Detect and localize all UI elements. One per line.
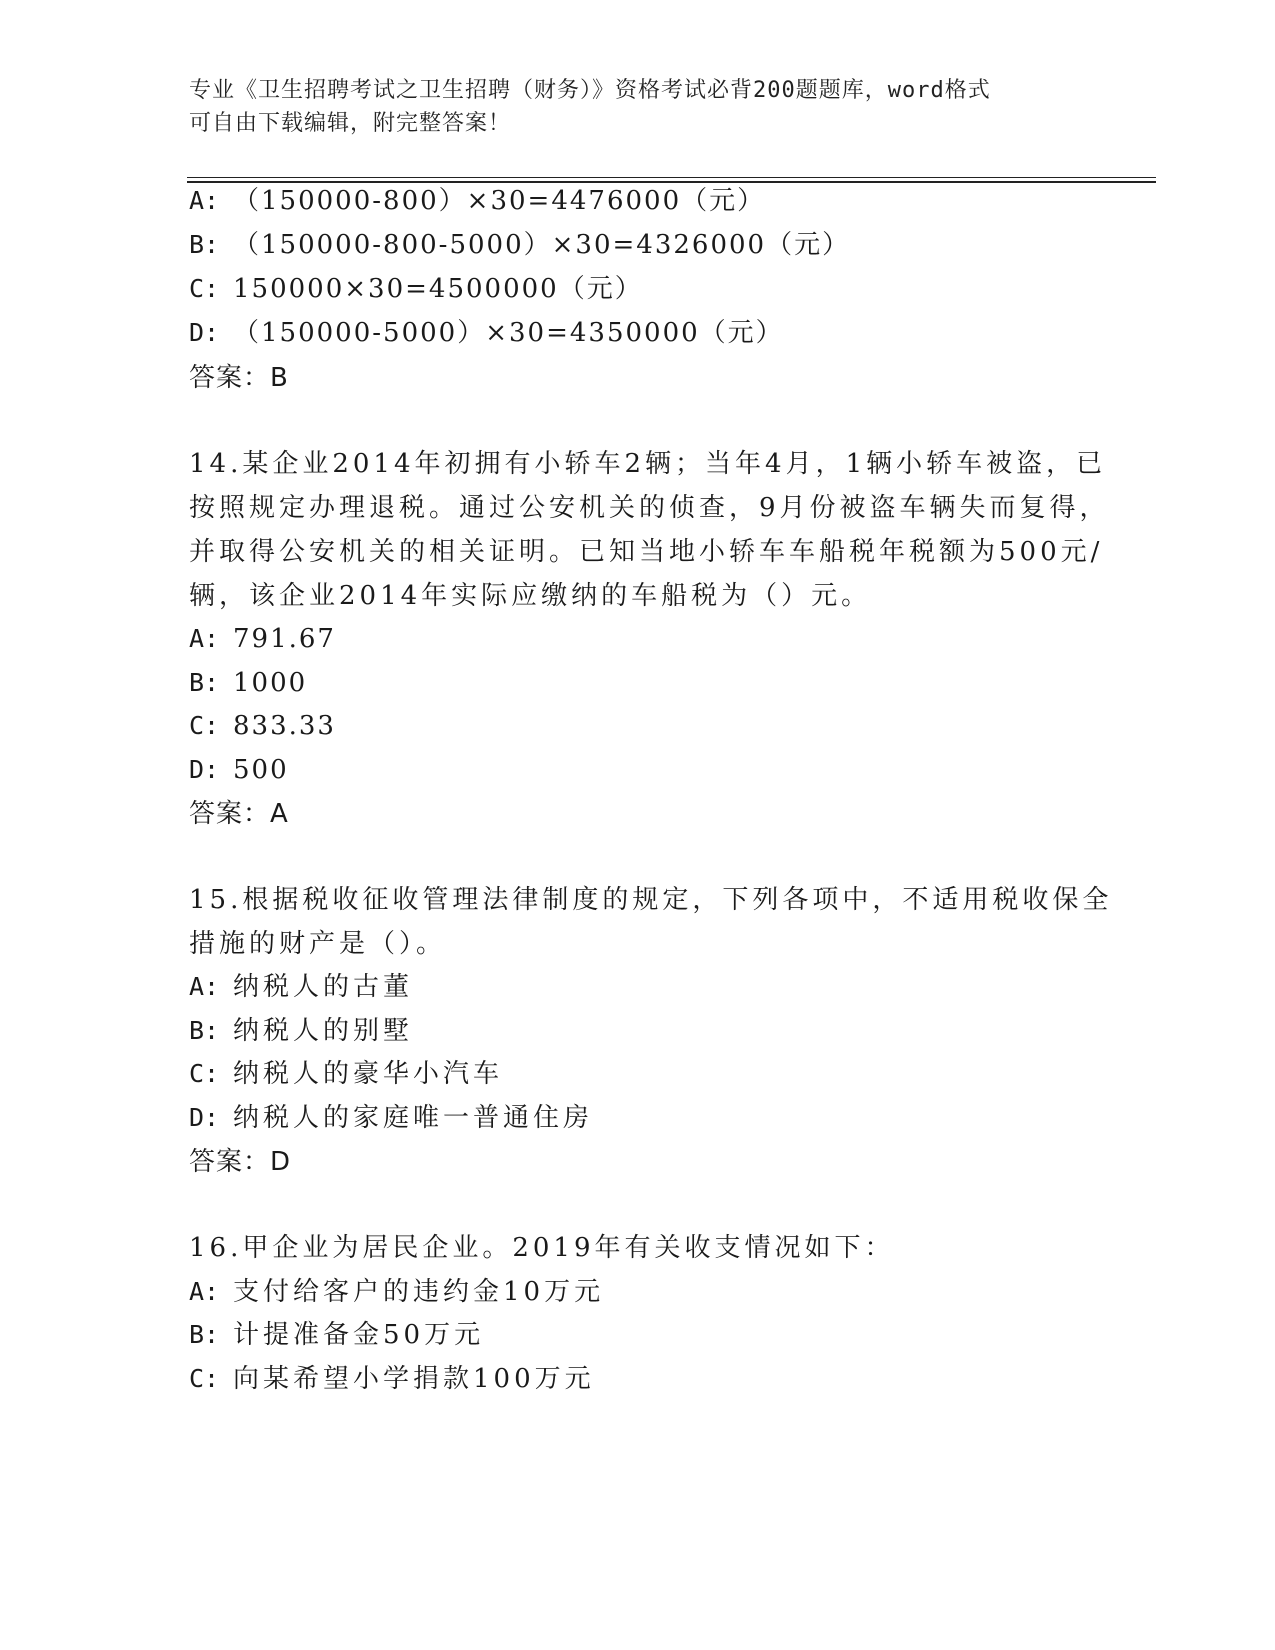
q16-option-b <box>189 1320 484 1350</box>
q15-option-b <box>189 1016 413 1046</box>
q16-option-c <box>189 1364 595 1394</box>
option-letter: C: <box>189 274 220 303</box>
q14-option-a <box>189 624 336 654</box>
header-divider-thin <box>187 177 1156 178</box>
q14-text-line-1: 14.某企业2014年初拥有小轿车2辆；当年4月，1辆小轿车被盗，已 <box>189 449 1107 479</box>
option-letter: B: <box>189 230 220 259</box>
q14-option-c <box>189 711 336 741</box>
option-letter: B: <box>189 1320 220 1349</box>
q13-option-c <box>189 274 643 304</box>
q15-option-c <box>189 1059 503 1089</box>
option-letter: A: <box>189 624 220 653</box>
option-letter: C: <box>189 1059 220 1088</box>
q14-option-b <box>189 668 307 698</box>
q15-text-line-1: 15.根据税收征收管理法律制度的规定，下列各项中，不适用税收保全 <box>189 885 1113 915</box>
q15-option-a <box>189 972 413 1002</box>
q14-text-line-4: 辆，该企业2014年实际应缴纳的车船税为（）元。 <box>189 581 872 611</box>
option-letter: C: <box>189 1364 220 1393</box>
q14-text-line-3: 并取得公安机关的相关证明。已知当地小轿车车船税年税额为500元/ <box>189 537 1104 567</box>
q16-option-a <box>189 1277 604 1307</box>
document-header <box>189 74 1089 140</box>
option-text: 纳税人的别墅 <box>233 1016 414 1046</box>
option-text: 纳税人的家庭唯一普通住房 <box>233 1103 594 1133</box>
option-letter: D: <box>189 755 220 784</box>
q13-answer: 答案：B <box>189 363 289 393</box>
q16-text-line-1: 16.甲企业为居民企业。2019年有关收支情况如下： <box>189 1233 895 1263</box>
option-letter: D: <box>189 1103 220 1132</box>
header-title-line-1: 专业《卫生招聘考试之卫生招聘（财务）》资格考试必背200题题库，word格式 <box>189 78 991 103</box>
option-text: 833.33 <box>233 711 336 741</box>
option-letter: A: <box>189 186 220 215</box>
option-text: 150000×30=4500000（元） <box>233 274 643 304</box>
option-letter: B: <box>189 668 220 697</box>
header-title-line-2: 可自由下载编辑，附完整答案！ <box>189 111 512 136</box>
option-letter: B: <box>189 1016 220 1045</box>
q15-text-line-2: 措施的财产是（）。 <box>189 929 447 959</box>
q14-text-line-2: 按照规定办理退税。通过公安机关的侦查，9月份被盗车辆失而复得， <box>189 493 1110 523</box>
q15-option-d <box>189 1103 593 1133</box>
header-divider-thick <box>187 181 1156 183</box>
option-letter: A: <box>189 972 220 1001</box>
option-text: 纳税人的古董 <box>233 972 414 1002</box>
q13-option-d <box>189 318 784 348</box>
option-text: （150000-800-5000）×30=4326000（元） <box>233 230 851 260</box>
q14-answer: 答案：A <box>189 799 289 829</box>
q15-answer: 答案：D <box>189 1147 292 1177</box>
option-text: 1000 <box>233 668 308 698</box>
option-text: 791.67 <box>233 624 336 654</box>
option-letter: D: <box>189 318 220 347</box>
option-text: 500 <box>233 755 289 785</box>
option-text: 计提准备金50万元 <box>233 1320 485 1350</box>
q14-option-d <box>189 755 289 785</box>
q13-option-a <box>189 186 765 216</box>
q13-option-b <box>189 230 850 260</box>
option-text: 纳税人的豪华小汽车 <box>233 1059 504 1089</box>
option-text: （150000-800）×30=4476000（元） <box>233 186 766 216</box>
option-text: （150000-5000）×30=4350000（元） <box>233 318 784 348</box>
option-letter: C: <box>189 711 220 740</box>
option-text: 向某希望小学捐款100万元 <box>233 1364 595 1394</box>
option-text: 支付给客户的违约金10万元 <box>233 1277 605 1307</box>
option-letter: A: <box>189 1277 220 1306</box>
